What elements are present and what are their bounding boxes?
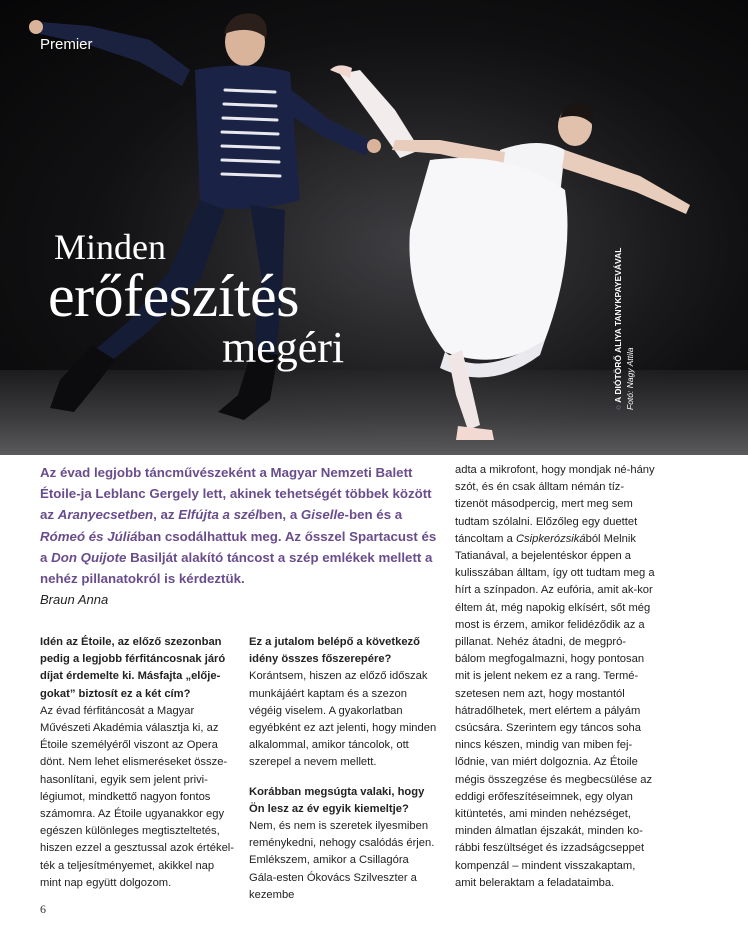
author-byline: Braun Anna	[40, 592, 109, 607]
page-number: 6	[40, 902, 46, 916]
text-column-3	[455, 462, 655, 892]
article-title-line-2: erőfeszítés	[48, 263, 300, 329]
interview-answer-continued: adta a mikrofont, hogy mondjak né-hány szót, és én csak álltam némán tíz-tizenöt másodpercig, mert meg sem tudtam szólalni. Előzőleg egy duettet táncoltam a Csipkerózsikából Melnik Tatianával, a bejelentéskor éppen a kulisszában álltam, így ott tudtam meg a hírt a színpadon. Az eufória, amit ak-kor éltem át, még napokig elkísért, sőt még most is érzem, amikor felidéződik az a pillanat. Nehéz átadni, de megpró-bálom megfogalmazni, hogy pontosan mit is jelent nekem ez a rang. Termé-szetesen nem azt, hogy mostantól hátradőlhetek, mert elértem a pályám csúcsára. Szerintem egy táncos soha nincs készen, mindig van miben fej-lődnie, van miért dolgoznia. Az Étoile mégis összegzése és megbecsülése az eddigi erőfeszítéseimnek, egy olyan kitüntetés, ami minden nehézséget, minden álmatlan éjszakát, minden ko-rábbi feszültséget és izzadságcseppet kompenzál – mindent visszakaptam, amit beleraktam a feladataimba.	[455, 464, 655, 889]
interview-question: Idén az Étoile, az előző szezonban pedig a legjobb férfitáncosnak járó díjat érdemelte ki. Másfajta „elője-gokat” biztosít ez a két cím?	[40, 636, 226, 700]
interview-answer: Nem, és nem is szeretek ilyesmiben reménykedni, nehogy csalódás érjen. Emlékszem, amikor a Csillagóra Gála-esten Ókovács Szilveszter a kezembe	[249, 820, 435, 901]
text-column-2	[249, 634, 439, 904]
text-column-1	[40, 634, 236, 892]
article-title-line-1: Minden	[54, 227, 166, 267]
interview-answer: Az évad férfitáncosát a Magyar Művészeti Akadémia választja ki, az Étoile személyéről viszont az Opera dönt. Nem lehet elismeréseket össze-hasonlítani, egyik sem jelent privi-légiumot, mindkettő nagyon fontos számomra. Az Étoile ugyanakkor egy egészen különleges megtiszteltetés, hiszen ezzel a gesztussal azok értékel-ték a teljesítményemet, akikkel nap mint nap együtt dolgozom.	[40, 704, 235, 889]
photo-credit: Fotó: Nagy Attila	[625, 347, 635, 410]
photo-caption	[612, 225, 648, 410]
section-label: Premier	[40, 36, 93, 53]
interview-question: Korábban megsúgta valaki, hogy Ön lesz az év egyik kiemeltje?	[249, 785, 425, 815]
interview-question: Ez a jutalom belépő a következő idény összes főszerepére?	[249, 636, 420, 666]
lead-paragraph: Az évad legjobb táncművészeként a Magyar Nemzeti Balett Étoile-ja Leblanc Gergely lett, akinek tehetségét többek között az Aranyecsetben, az Elfújta a szélben, a Giselle-ben és a Rómeó és Júliában csodálhattuk meg. Az ősszel Spartacust és a Don Quijote Basilját alakító táncost a szép emlékek mellett a nehéz pillanatokról is kérdeztük.	[40, 465, 437, 587]
photo-caption-text: ○ A DIÓTÖRŐ ALIYA TANYKPAYEVÁVAL	[613, 247, 623, 410]
interview-answer: Korántsem, hiszen az előző időszak munkájáért kaptam és a szezon végéig viselem. A gyakorlatban egyébként ez azt jelenti, hogy minden alkalommal, amikor táncolok, ott szerepel a nevem mellett.	[249, 670, 437, 769]
hero-photo	[0, 0, 748, 455]
caption-bullet-icon: ○	[613, 402, 623, 410]
article-title-line-3: megéri	[222, 323, 345, 372]
